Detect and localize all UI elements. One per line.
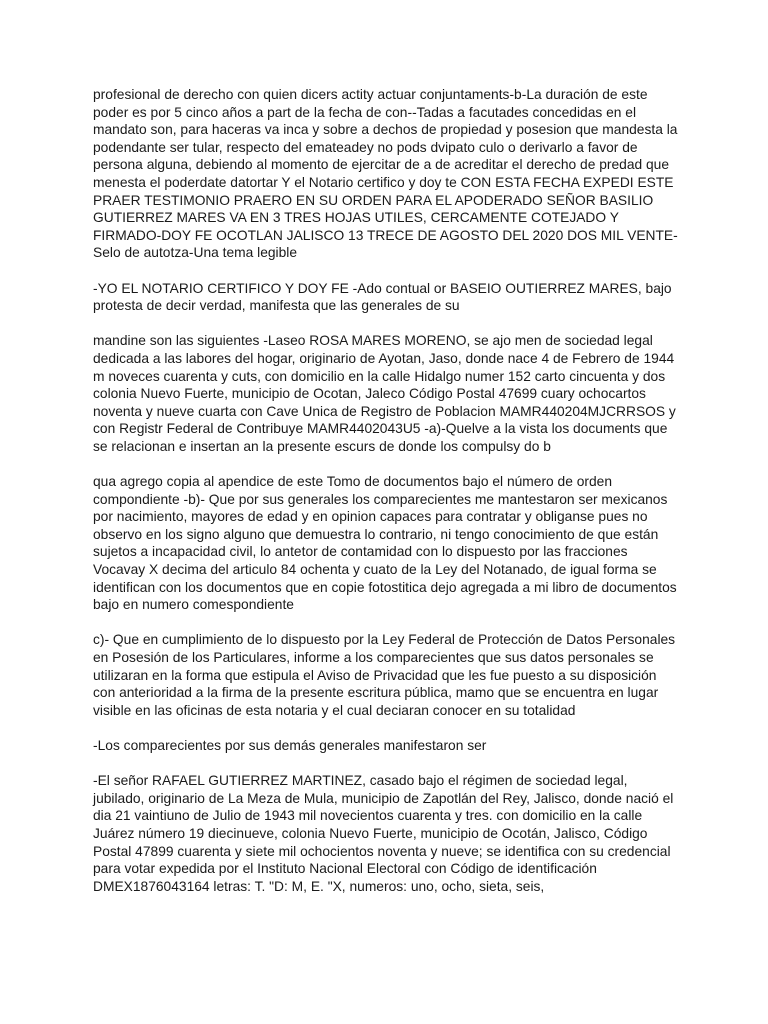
paragraph-principal-generals: mandine son las siguientes -Laseo ROSA MARES MORENO, se ajo men de sociedad legal dedicada a las labores del hogar, originario de Ayotan, Jaso, donde nace 4 de Febrero de 1944 m noveces cuarenta y cuts, con domicilio en la calle Hidalgo numer 152 carto cincuenta y dos colonia Nuevo Fuerte, municipio de Ocotan, Jaleco Código Postal 47699 cuary ochocartos noventa y nueve cuarta con Cave Unica de Registro de Poblacion MAMR440204MJCRRSOS y con Registr Federal de Contribuye MAMR4402043U5 -a)-Quelve a la vista los documents que se relacionan e insertan an la presente escurs de donde los compulsy do b	[93, 333, 676, 454]
paragraph-other-generals: -Los comparecientes por sus demás generales manifestaron ser	[93, 737, 487, 753]
paragraph-notary-certifies: -YO EL NOTARIO CERTIFICO Y DOY FE -Ado contual or BASEIO OUTIERREZ MARES, bajo protesta de decir verdad, manifesta que las generales de su	[93, 280, 672, 314]
document-body	[93, 86, 678, 913]
paragraph-power-duration: profesional de derecho con quien dicers actity actuar conjuntaments-b-La duración de este poder es por 5 cinco años a part de la fecha de con--Tadas a facutades concedidas en el mandato son, para haceras va inca y sobre a dechos de propiedad y posesion que mandesta la podendante ser tular, respecto del emateadey no pods dvipato culo o derivarlo a favor de persona alguna, debiendo al momento de ejercitar de a de acreditar el derecho de predad que menesta el poderdate datortar Y el Notario certifico y doy te CON ESTA FECHA EXPEDI ESTE PRAER TESTIMONIO PRAERO EN SU ORDEN PARA EL APODERADO SEÑOR BASILIO GUTIERREZ MARES VA EN 3 TRES HOJAS UTILES, CERCAMENTE COTEJADO Y FIRMADO-DOY FE OCOTLAN JALISCO 13 TRECE DE AGOSTO DEL 2020 DOS MIL VENTE-Selo de autotza-Una tema legible	[93, 87, 678, 261]
paragraph-rafael-gutierrez: -El señor RAFAEL GUTIERREZ MARTINEZ, casado bajo el régimen de sociedad legal, jubilado, originario de La Meza de Mula, municipio de Zapotlán del Rey, Jalisco, donde nació el dia 21 vaintiuno de Julio de 1943 mil novecientos cuarenta y tres. con domicilio en la calle Juárez número 19 diecinueve, colonia Nuevo Fuerte, municipio de Ocotán, Jalisco, Código Postal 47899 cuarenta y siete mil ochocientos noventa y nueve; se identifica con su credencial para votar expedida por el Instituto Nacional Electoral con Código de identificación DMEX1876043164 letras: T. "D: M, E. "X, numeros: uno, ocho, sieta, seis,	[93, 773, 674, 894]
paragraph-data-protection: c)- Que en cumplimiento de lo dispuesto por la Ley Federal de Protección de Datos Personales en Posesión de los Particulares, informe a los comparecientes que sus datos personales se utilizaran en la forma que estipula el Aviso de Privacidad que les fue puesto a su disposición con anterioridad a la firma de la presente escritura pública, mamo que se encuentra en lugar visible en las oficinas de esta notaria y el cual deciaran conocer en su totalidad	[93, 632, 676, 718]
paragraph-appendix-capacity: qua agrego copia al apendice de este Tomo de documentos bajo el número de orden compondiente -b)- Que por sus generales los comparecientes me mantestaron ser mexicanos por nacimiento, mayores de edad y en opinion capaces para contratar y obliganse pues no observo en los signo alguno que demuestra lo contrario, ni tengo conocimiento de que están sujetos a incapacidad civil, lo antetor de contamidad con lo dispuesto por las fracciones Vocavay X decima del articulo 84 ochenta y cuato de la Ley del Notanado, de igual forma se identifican con los documentos que en copie fotostitica dejo agregada a mi libro de documentos bajo en numero comespondiente	[93, 474, 677, 613]
